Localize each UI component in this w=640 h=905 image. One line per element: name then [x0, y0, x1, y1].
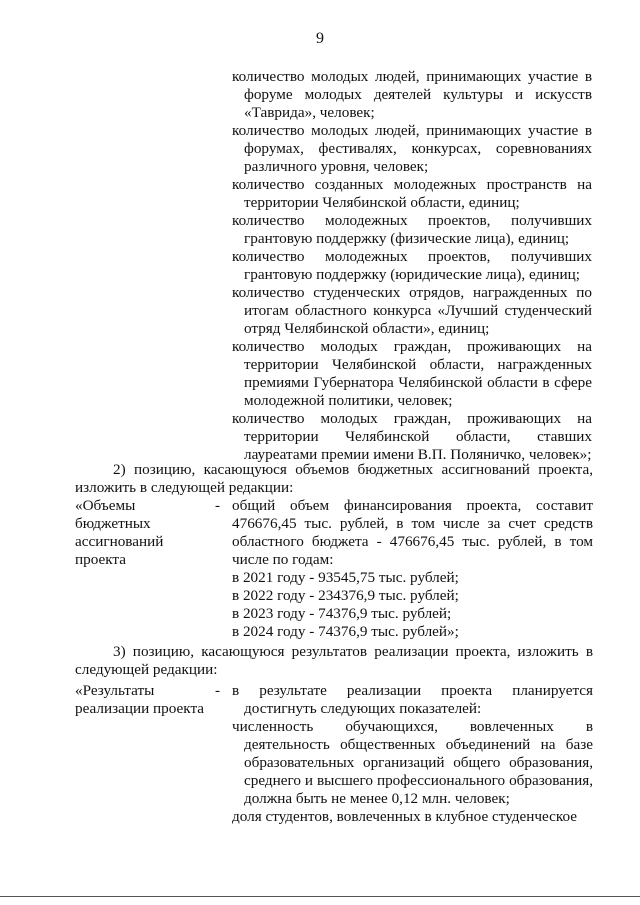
budget-intro: общий объем финансирования проекта, составит 476676,45 тыс. рублей, в том числе за счет средств областного бюджета - 476676,45 тыс. рублей, в том числе по годам: — [232, 497, 593, 568]
budget-year: в 2024 году - 74376,9 тыс. рублей»; — [232, 623, 459, 640]
results-text — [232, 682, 593, 826]
budget-text — [232, 497, 593, 641]
results-item: доля студентов, вовлеченных в клубное студенческое — [232, 808, 578, 825]
results-item: численность обучающихся, вовлеченных в деятельность общественных объединений на базе образовательных организаций общего образования, среднего и высшего профессионального образования, должна быть не менее 0,12 млн. человек; — [232, 718, 593, 807]
results-dash: - — [215, 682, 221, 699]
budget-year: в 2023 году - 74376,9 тыс. рублей; — [232, 605, 452, 622]
section-2-text: 2) позицию, касающуюся объемов бюджетных ассигнований проекта, изложить в следующей редакции: — [75, 461, 593, 496]
indicator-item: количество молодежных проектов, получивших грантовую поддержку (юридические лица), единиц; — [232, 248, 592, 283]
indicator-item: количество молодых граждан, проживающих на территории Челябинской области, награжденных премиями Губернатора Челябинской области в сфере молодежной политики, человек; — [232, 338, 592, 409]
section-2-paragraph — [75, 461, 593, 497]
indicator-item: количество молодых граждан, проживающих на территории Челябинской области, ставших лауреатами премии имени В.П. Поляничко, человек»; — [232, 410, 592, 463]
indicator-list — [232, 68, 592, 464]
results-intro: в результате реализации проекта планируется достигнуть следующих показателей: — [232, 682, 593, 717]
section-3-text: 3) позицию, касающуюся результатов реализации проекта, изложить в следующей редакции: — [75, 643, 593, 678]
budget-dash: - — [215, 497, 221, 514]
indicator-item: количество молодых людей, принимающих участие в форуме молодых деятелей культуры и искусств «Таврида», человек; — [232, 68, 592, 121]
footer-rule — [0, 896, 640, 897]
indicator-item: количество созданных молодежных пространств на территории Челябинской области, единиц; — [232, 176, 592, 211]
indicator-item: количество студенческих отрядов, награжденных по итогам областного конкурса «Лучший студенческий отряд Челябинской области», единиц; — [232, 284, 592, 337]
indicator-item: количество молодых людей, принимающих участие в форумах, фестивалях, конкурсах, соревнованиях различного уровня, человек; — [232, 122, 592, 175]
budget-label: «Объемы бюджетных ассигнований проекта — [75, 497, 164, 568]
budget-year: в 2022 году - 234376,9 тыс. рублей; — [232, 587, 459, 604]
indicator-item: количество молодежных проектов, получивших грантовую поддержку (физические лица), единиц; — [232, 212, 592, 247]
budget-year: в 2021 году - 93545,75 тыс. рублей; — [232, 569, 459, 586]
page-number: 9 — [316, 30, 324, 47]
results-label: «Результаты реализации проекта — [75, 682, 205, 717]
section-3-paragraph — [75, 643, 593, 679]
